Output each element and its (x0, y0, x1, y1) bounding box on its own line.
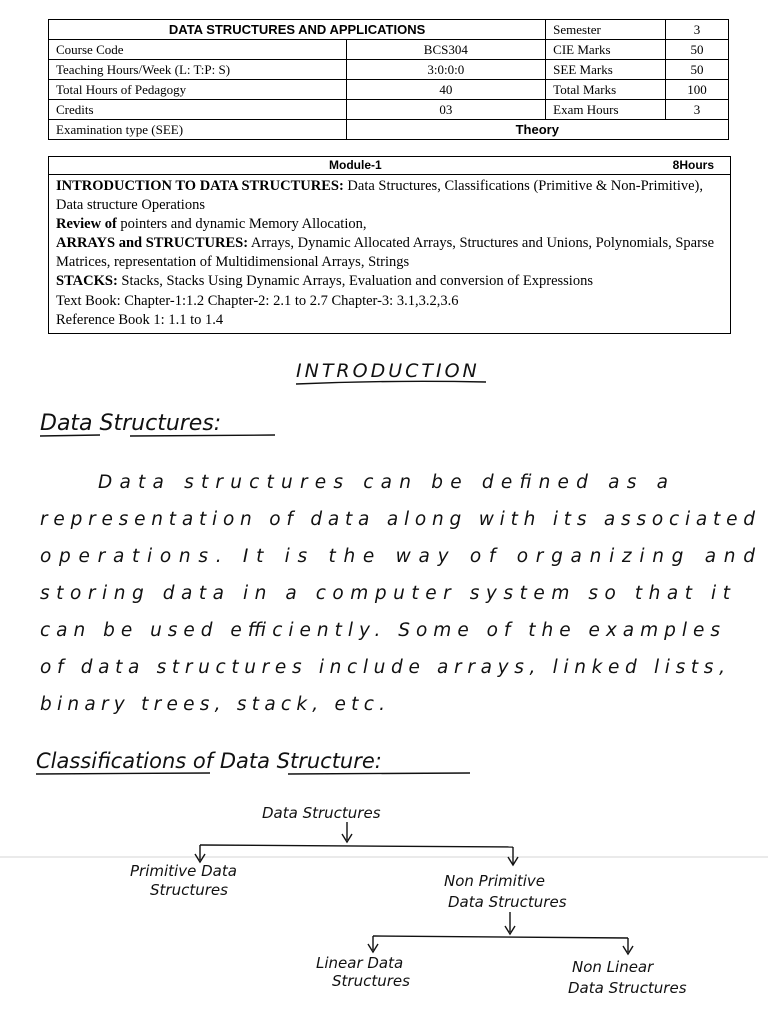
syllabus-intro (56, 177, 723, 215)
module-title: Module-1 (329, 158, 382, 172)
arrays-heading: ARRAYS and STRUCTURES: (56, 235, 249, 252)
para-line-3: operations. It is the way of organizing and (40, 546, 755, 567)
heading-classifications: Classifications of Data Structure: (36, 749, 382, 773)
tree-linear-2: Structures (332, 972, 410, 990)
connector-level2-bar (373, 936, 628, 938)
pedagogy-hours-label: Total Hours of Pedagogy (49, 80, 347, 100)
notes-title: INTRODUCTION (296, 360, 480, 382)
total-marks-label: Total Marks (546, 80, 666, 100)
heading-underline-2a (36, 773, 210, 774)
cie-marks-value: 50 (666, 40, 729, 60)
tree-nonprimitive-1: Non Primitive (444, 872, 545, 890)
intro-text: Data Structures, Classifications (Primitive & Non-Primitive), Data structure Operations (56, 178, 704, 214)
para-line-7: binary trees, stack, etc. (40, 694, 385, 715)
semester-label: Semester (546, 20, 666, 40)
classification-tree (130, 804, 687, 997)
heading-data-structures: Data Structures: (40, 411, 222, 436)
para-line-6: of data structures include arrays, linked lists, (40, 657, 726, 678)
course-code-value: BCS304 (346, 40, 546, 60)
course-title: DATA STRUCTURES AND APPLICATIONS (49, 20, 546, 40)
tree-nonlinear-2: Data Structures (568, 979, 687, 997)
teaching-hours-value: 3:0:0:0 (346, 60, 546, 80)
syllabus-stacks (56, 272, 723, 291)
teaching-hours-label: Teaching Hours/Week (L: T:P: S) (49, 60, 347, 80)
stacks-text: Stacks, Stacks Using Dynamic Arrays, Evaluation and conversion of Expressions (117, 273, 593, 290)
textbook-ref: Text Book: Chapter-1:1.2 Chapter-2: 2.1 to 2.7 Chapter-3: 3.1,3.2,3.6 (56, 292, 459, 309)
para-line-1: Data structures can be defined as a (98, 472, 668, 493)
exam-type-value: Theory (346, 120, 729, 140)
intro-heading: INTRODUCTION TO DATA STRUCTURES: (56, 178, 344, 194)
tree-connectors (195, 822, 633, 954)
total-marks-value: 100 (666, 80, 729, 100)
heading-underline-1b (130, 435, 275, 436)
exam-hours-value: 3 (666, 100, 729, 120)
syllabus-arrays (56, 234, 723, 272)
tree-nonprimitive-2: Data Structures (448, 893, 567, 911)
cie-marks-label: CIE Marks (546, 40, 666, 60)
handwritten-notes (0, 340, 768, 1024)
credits-label: Credits (49, 100, 347, 120)
course-details-table (48, 19, 729, 140)
exam-type-label: Examination type (SEE) (49, 120, 347, 140)
credits-value: 03 (346, 100, 546, 120)
stacks-heading: STACKS: (56, 273, 118, 290)
exam-hours-label: Exam Hours (546, 100, 666, 120)
tree-linear-1: Linear Data (316, 954, 404, 972)
module-box (48, 156, 731, 334)
see-marks-label: SEE Marks (546, 60, 666, 80)
module-hours: 8Hours (672, 158, 714, 172)
see-marks-value: 50 (666, 60, 729, 80)
review-text: pointers and dynamic Memory Allocation, (116, 216, 367, 233)
para-line-4: storing data in a computer system so that it (40, 583, 731, 604)
arrays-text: Arrays, Dynamic Allocated Arrays, Structures and Unions, Polynomials, Sparse Matrices, representation of Multidimensional Arrays, Strings (56, 235, 715, 271)
syllabus-review (56, 215, 723, 234)
reference-book: Reference Book 1: 1.1 to 1.4 (56, 311, 224, 328)
semester-value: 3 (666, 20, 729, 40)
definition-paragraph (40, 472, 755, 715)
course-code-label: Course Code (49, 40, 347, 60)
pedagogy-hours-value: 40 (346, 80, 546, 100)
heading-underline-1a (40, 435, 100, 436)
tree-root: Data Structures (262, 804, 381, 822)
tree-primitive-1: Primitive Data (130, 862, 237, 880)
tree-primitive-2: Structures (150, 881, 228, 899)
module-syllabus (49, 175, 730, 333)
para-line-5: can be used efficiently. Some of the examples (40, 620, 720, 641)
connector-level1-bar (200, 845, 513, 847)
para-line-2: representation of data along with its associated (40, 509, 756, 530)
review-heading: Review of (56, 216, 117, 233)
module-header (49, 157, 730, 175)
heading-underline-2b (288, 773, 470, 774)
tree-nonlinear-1: Non Linear (572, 958, 654, 976)
